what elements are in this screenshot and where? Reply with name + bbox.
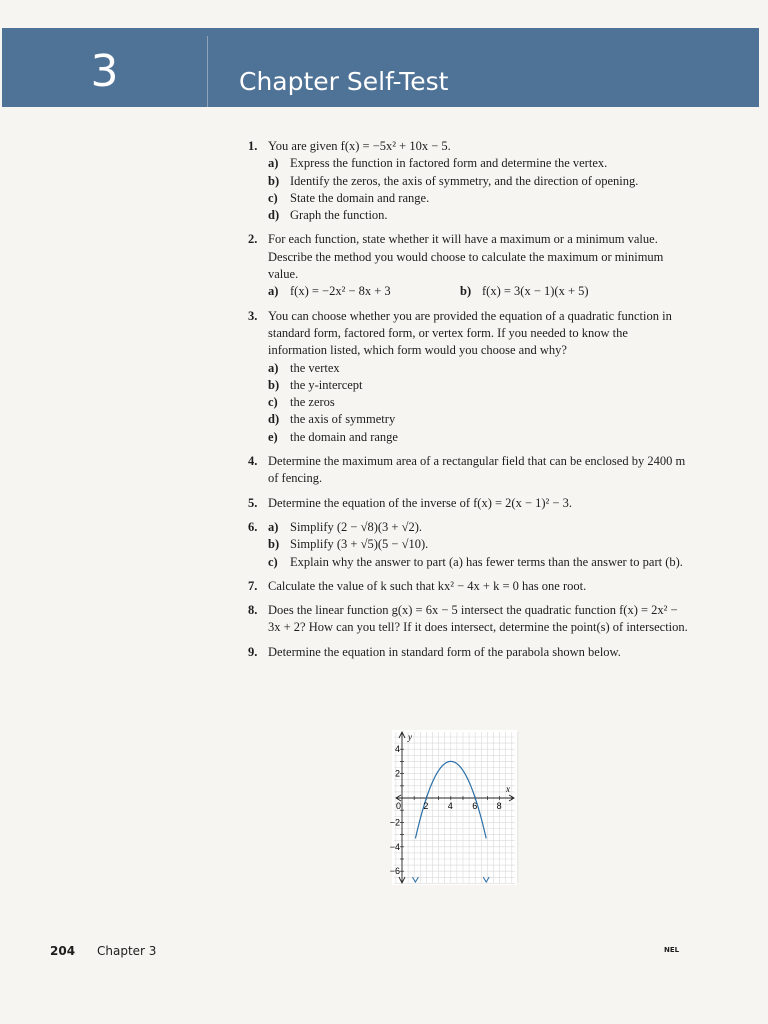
part-label: d) <box>268 208 280 223</box>
y-axis-label: y <box>408 732 412 742</box>
question-5 <box>248 495 688 512</box>
question-3 <box>248 308 688 446</box>
part-text: the domain and range <box>290 429 398 444</box>
question-1 <box>248 138 688 224</box>
question-part <box>460 283 652 300</box>
part-label: b) <box>460 284 472 299</box>
part-text: f(x) = 3(x − 1)(x + 5) <box>482 284 589 299</box>
part-label: c) <box>268 554 278 569</box>
question-part <box>268 411 688 428</box>
part-text: the vertex <box>290 360 340 375</box>
part-text: the axis of symmetry <box>290 412 396 427</box>
part-text: Explain why the answer to part (a) has fewer terms than the answer to part (b). <box>290 554 683 569</box>
question-parts-row <box>268 283 688 300</box>
question-part <box>268 429 688 446</box>
question-part <box>268 155 688 172</box>
question-2 <box>248 231 688 300</box>
question-part <box>268 519 688 536</box>
part-text: the y-intercept <box>290 377 363 392</box>
y-tick-label: −4 <box>389 841 400 852</box>
footer-chapter: Chapter 3 <box>97 944 157 958</box>
question-text: You are given f(x) = −5x² + 10x − 5. <box>268 139 451 153</box>
question-part <box>268 377 688 394</box>
question-number: 9. <box>248 644 258 659</box>
question-7 <box>248 578 688 595</box>
x-tick-label: 0 <box>396 801 402 811</box>
question-number: 2. <box>248 232 258 247</box>
y-tick-label: 4 <box>394 744 400 755</box>
question-number: 5. <box>248 495 258 510</box>
question-number: 1. <box>248 139 258 153</box>
parabola-graph <box>389 730 517 885</box>
page-title: Chapter Self-Test <box>239 67 449 96</box>
x-tick-label: 6 <box>472 801 478 811</box>
question-text: Determine the maximum area of a rectangular field that can be enclosed by 2400 m of fencing. <box>268 454 686 486</box>
y-tick-label: −2 <box>389 817 400 828</box>
part-text: Simplify (2 − √8)(3 + √2). <box>290 519 422 534</box>
question-6 <box>248 519 688 571</box>
question-part <box>268 173 688 190</box>
part-label: d) <box>268 412 280 427</box>
x-tick-label: 2 <box>423 801 429 811</box>
question-list <box>248 138 688 668</box>
question-part <box>268 394 688 411</box>
question-number: 6. <box>248 519 258 534</box>
y-tick-label: 2 <box>394 768 400 779</box>
question-part <box>268 360 688 377</box>
question-number: 3. <box>248 308 258 323</box>
part-text: the zeros <box>290 395 335 410</box>
question-number: 4. <box>248 454 258 469</box>
question-text: Determine the equation in standard form of the parabola shown below. <box>268 644 621 659</box>
part-label: a) <box>268 284 279 299</box>
part-label: a) <box>268 519 279 534</box>
question-part <box>268 190 688 207</box>
chapter-banner <box>2 28 759 107</box>
question-text: Determine the equation of the inverse of f(x) = 2(x − 1)² − 3. <box>268 495 572 510</box>
y-tick-label: −6 <box>389 866 400 877</box>
question-8 <box>248 602 688 637</box>
banner-divider <box>207 36 208 107</box>
part-label: a) <box>268 156 279 171</box>
part-text: Simplify (3 + √5)(5 − √10). <box>290 537 429 552</box>
question-text: Does the linear function g(x) = 6x − 5 intersect the quadratic function f(x) = 2x² − 3x + 2? How can you tell? If it does intersect, determine the point(s) of intersection. <box>268 603 688 635</box>
part-label: c) <box>268 190 278 205</box>
part-label: e) <box>268 429 278 444</box>
part-text: Express the function in factored form and determine the vertex. <box>290 156 608 171</box>
question-part <box>268 536 688 553</box>
question-text: Calculate the value of k such that kx² − 4x + k = 0 has one root. <box>268 578 587 593</box>
question-9 <box>248 644 688 661</box>
part-label: b) <box>268 537 280 552</box>
part-text: Identify the zeros, the axis of symmetry, and the direction of opening. <box>290 173 639 188</box>
part-label: b) <box>268 377 280 392</box>
question-number: 8. <box>248 603 258 618</box>
chapter-number: 3 <box>90 46 119 97</box>
question-part <box>268 554 688 571</box>
part-text: f(x) = −2x² − 8x + 3 <box>290 284 391 299</box>
part-text: Graph the function. <box>290 208 388 223</box>
question-text: For each function, state whether it will have a maximum or a minimum value. Describe the method you would choose to calculate the maximum or minimum value. <box>268 232 664 282</box>
question-number: 7. <box>248 578 258 593</box>
question-part <box>268 207 688 224</box>
question-4 <box>248 453 688 488</box>
x-tick-label: 4 <box>447 801 453 811</box>
x-axis-label: x <box>506 784 510 794</box>
x-tick-label: 8 <box>496 801 502 811</box>
part-text: State the domain and range. <box>290 190 430 205</box>
part-label: b) <box>268 173 280 188</box>
page-number: 204 <box>50 944 76 958</box>
part-label: a) <box>268 360 279 375</box>
question-text: You can choose whether you are provided the equation of a quadratic function in standard form, factored form, or vertex form. If you needed to know the information listed, which form would you choose and why? <box>268 308 672 358</box>
footer-publisher: NEL <box>664 946 680 954</box>
question-part <box>268 283 460 300</box>
part-label: c) <box>268 395 278 410</box>
